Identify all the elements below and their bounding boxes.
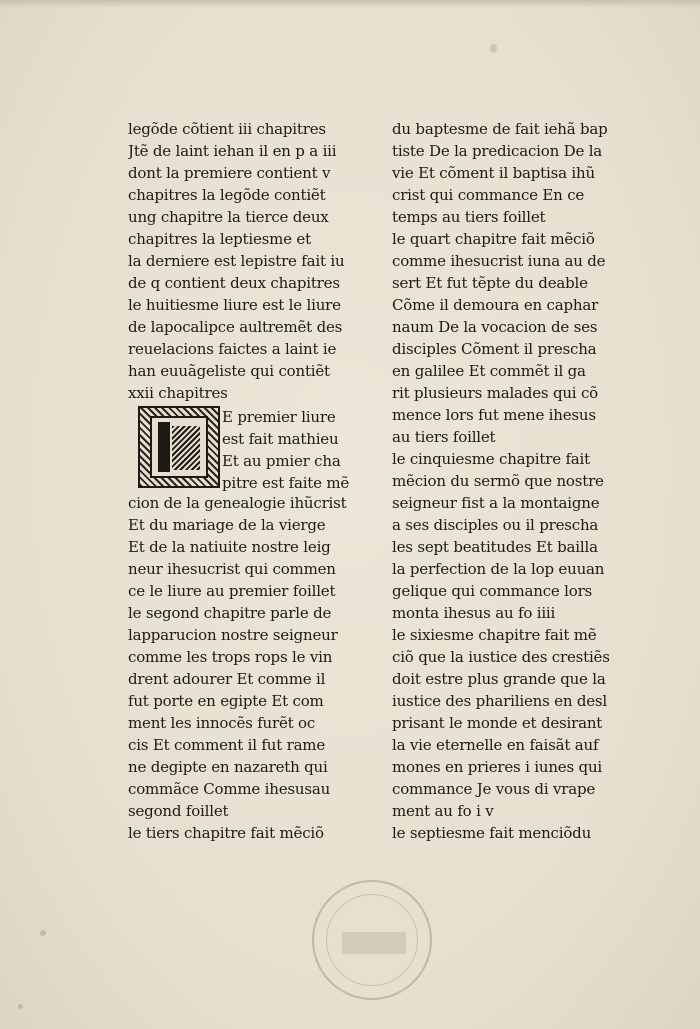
text-line: rit plusieurs malades qui cõ — [392, 384, 599, 402]
text-line: le septiesme fait menciõdu — [392, 824, 592, 842]
text-line: ciõ que la iustice des crestiẽs — [392, 648, 610, 666]
text-line: lapparucion nostre seigneur — [128, 626, 338, 644]
text-line: au tiers foillet — [392, 428, 496, 446]
text-line: le tiers chapitre fait mẽciõ — [128, 824, 324, 842]
text-line: la vie eternelle en faisãt auf — [392, 736, 599, 754]
text-line: cis Et comment il fut rame — [128, 736, 326, 754]
library-stamp — [312, 880, 432, 1000]
text-line: dont la premiere contient v — [128, 164, 331, 182]
text-line: Jtẽ de laint iehan il en p a iii — [128, 142, 337, 160]
text-line: seigneur fist a la montaigne — [392, 494, 600, 512]
text-line: a ses disciples ou il prescha — [392, 516, 599, 534]
text-line: han euuãgeliste qui contiẽt — [128, 362, 330, 380]
text-line: fut porte en egipte Et com — [128, 692, 324, 710]
text-line: est fait mathieu — [222, 430, 339, 448]
text-line: Et du mariage de la vierge — [128, 516, 326, 534]
text-line: comme les trops rops le vin — [128, 648, 333, 666]
text-line: comme ihesucrist iuna au de — [392, 252, 606, 270]
text-line: les sept beatitudes Et bailla — [392, 538, 598, 556]
text-line: de q contient deux chapitres — [128, 274, 340, 292]
text-line: commance Je vous di vrape — [392, 780, 596, 798]
text-line: prisant le monde et desirant — [392, 714, 603, 732]
text-line: disciples Cõment il prescha — [392, 340, 597, 358]
text-line: ce le liure au premier foillet — [128, 582, 336, 600]
text-line: le huitiesme liure est le liure — [128, 296, 341, 314]
right-column — [392, 118, 632, 844]
text-line: reuelacions faictes a laint ie — [128, 340, 337, 358]
paper-spot — [18, 1004, 23, 1009]
text-line: pitre est faite mẽ — [222, 474, 350, 492]
text-line: en galilee Et commẽt il ga — [392, 362, 586, 380]
text-line: crist qui commance En ce — [392, 186, 585, 204]
text-line: le quart chapitre fait mẽciõ — [392, 230, 595, 248]
text-line: la perfection de la lop euuan — [392, 560, 605, 578]
text-line: commãce Comme ihesusau — [128, 780, 331, 798]
text-line: doit estre plus grande que la — [392, 670, 606, 688]
text-line: xxii chapitres — [128, 384, 228, 402]
text-line: monta ihesus au fo iiii — [392, 604, 556, 622]
text-line: temps au tiers foillet — [392, 208, 546, 226]
text-line: ment au fo i v — [392, 802, 494, 820]
text-line: tiste De la predicacion De la — [392, 142, 603, 160]
text-line: mones en prieres i iunes qui — [392, 758, 603, 776]
text-line: la derniere est lepistre fait iu — [128, 252, 345, 270]
lines-beside-initial — [222, 406, 349, 494]
text-line: cion de la genealogie ihũcrist — [128, 494, 347, 512]
text-line: Et au pmier cha — [222, 452, 341, 470]
paper-spot — [490, 44, 497, 53]
text-line: drent adourer Et comme il — [128, 670, 326, 688]
initial-letter-ornament — [172, 426, 200, 470]
initial-letter-frame — [150, 416, 208, 478]
text-line: Cõme il demoura en caphar — [392, 296, 599, 314]
initial-letter-stroke — [158, 422, 170, 472]
text-line: mence lors fut mene ihesus — [392, 406, 596, 424]
text-line: chapitres la leptiesme et — [128, 230, 311, 248]
text-line: neur ihesucrist qui commen — [128, 560, 336, 578]
text-line: ung chapitre la tierce deux — [128, 208, 329, 226]
text-line: E premier liure — [222, 408, 336, 426]
text-line: ment les innocẽs furẽt oc — [128, 714, 316, 732]
text-line: sert Et fut tẽpte du deable — [392, 274, 588, 292]
text-line: mẽcion du sermõ que nostre — [392, 472, 604, 490]
text-line: segond foillet — [128, 802, 229, 820]
text-line: legõde cõtient iii chapitres — [128, 120, 326, 138]
decorated-initial-letter — [138, 406, 220, 488]
text-line: Et de la natiuite nostre leig — [128, 538, 331, 556]
text-line: du baptesme de fait iehã bap — [392, 120, 608, 138]
text-line: iustice des phariliens en desl — [392, 692, 608, 710]
text-line: vie Et cõment il baptisa ihũ — [392, 164, 595, 182]
library-stamp-band — [342, 932, 406, 954]
text-line: gelique qui commance lors — [392, 582, 593, 600]
text-line: naum De la vocacion de ses — [392, 318, 598, 336]
text-line: de lapocalipce aultremẽt des — [128, 318, 343, 336]
text-line: le segond chapitre parle de — [128, 604, 332, 622]
text-line: le cinquiesme chapitre fait — [392, 450, 590, 468]
text-line: chapitres la legõde contiẽt — [128, 186, 326, 204]
paper-spot — [40, 930, 46, 936]
page-top-edge — [0, 0, 700, 8]
text-line: ne degipte en nazareth qui — [128, 758, 328, 776]
text-line: le sixiesme chapitre fait mẽ — [392, 626, 597, 644]
